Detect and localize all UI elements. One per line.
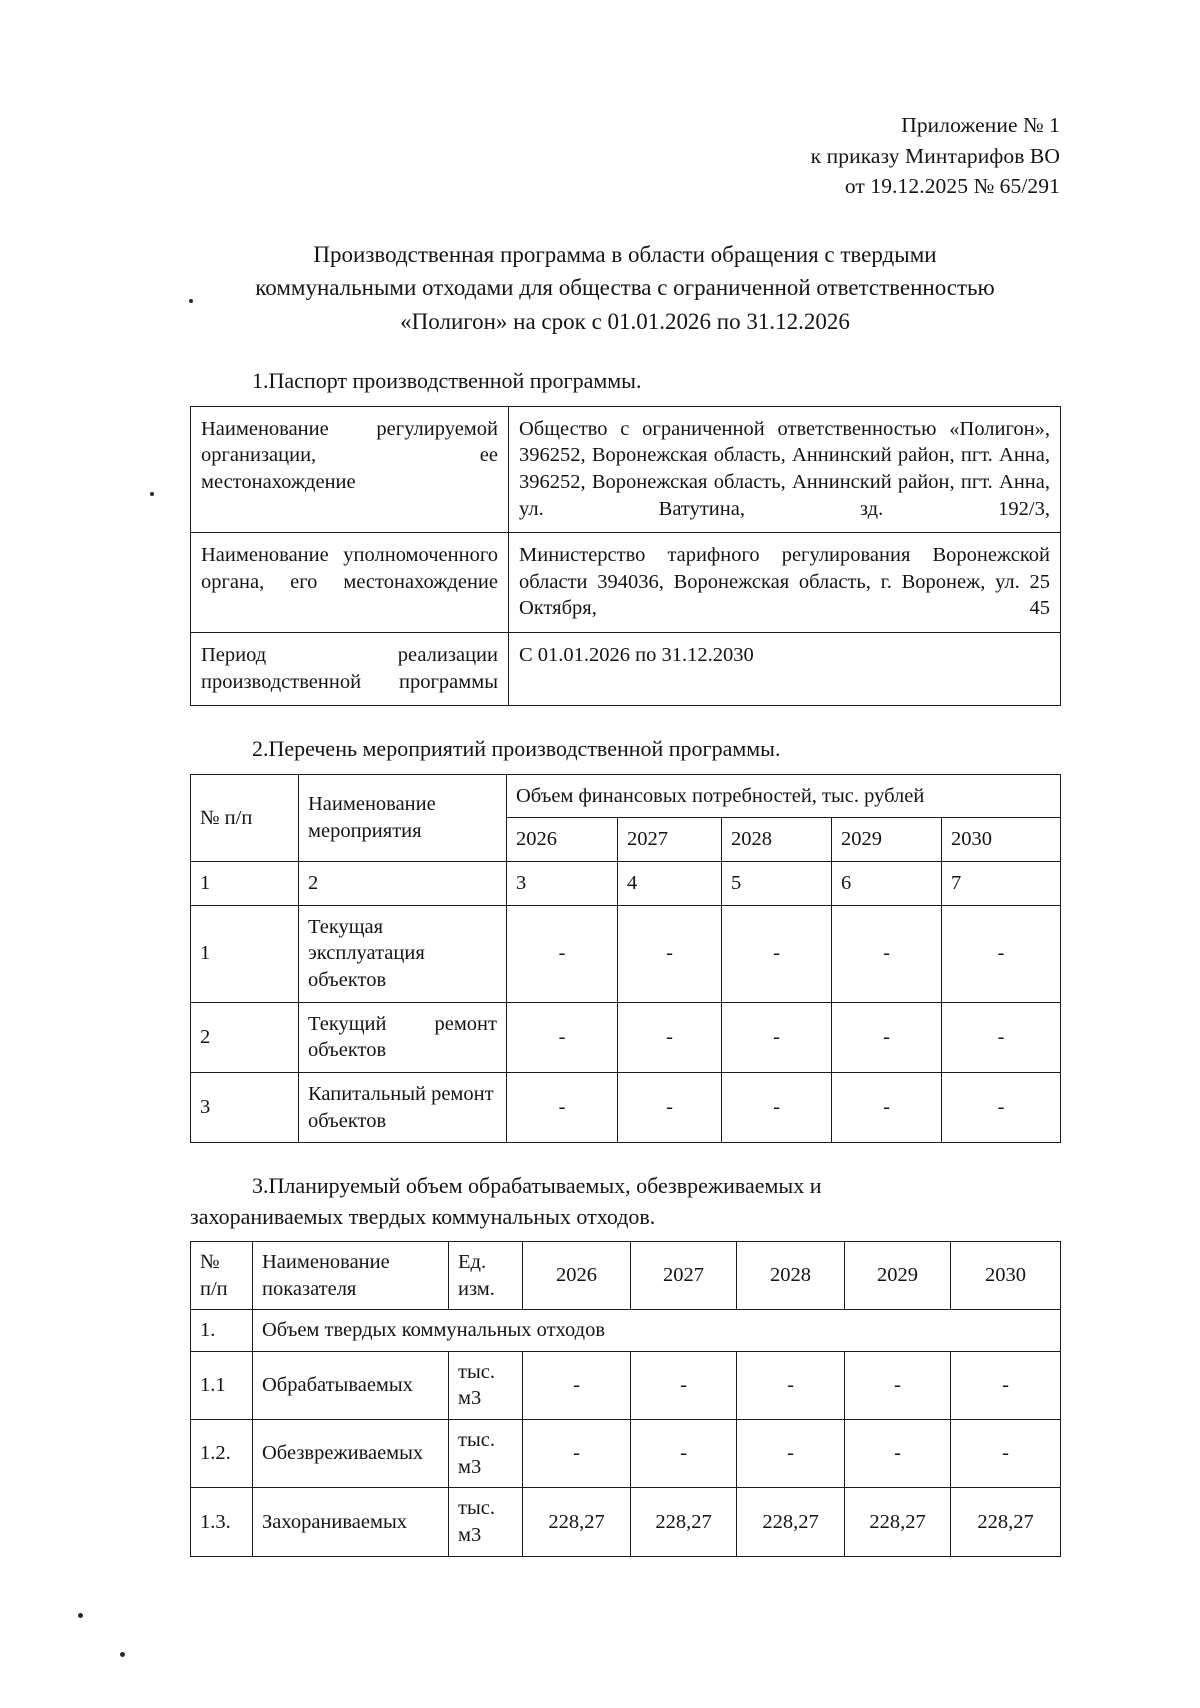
volumes-row-unit-line1: тыс.: [458, 1497, 495, 1520]
volumes-row-unit-line2: м3: [458, 1524, 482, 1547]
volumes-header-year-2028: 2028: [737, 1241, 845, 1309]
title-line-2: коммунальными отходами для общества с ограниченной ответственностью: [255, 275, 995, 301]
measures-row-value: -: [942, 1072, 1061, 1142]
table-header-row: [191, 774, 1061, 818]
volumes-row-name: Захораниваемых: [253, 1488, 449, 1556]
passport-value-organization: Общество с ограниченной ответственностью «Полигон», 396252, Воронежская область, Аннинский район, пгт. Анна, 396252, Воронежская область, Аннинский район, пгт. Анна, ул. Ватутина, зд. 192/3,: [509, 406, 1061, 533]
volumes-row-unit-line2: м3: [458, 1387, 482, 1410]
header-order-date-number: от 19.12.2025 № 65/291: [844, 174, 1060, 199]
volumes-header-unit-line2: изм.: [458, 1277, 495, 1300]
table-row: [191, 1488, 1061, 1556]
title-line-1: Производственная программа в области обращения с твердыми: [313, 241, 937, 267]
volumes-row-unit: [449, 1420, 523, 1488]
volumes-header-unit: [449, 1241, 523, 1309]
passport-table: [190, 406, 1061, 707]
header-appendix-number: Приложение № 1: [901, 113, 1060, 137]
measures-table: [190, 774, 1061, 1143]
passport-label-organization: Наименование регулируемой организации, ее местонахождение: [191, 406, 509, 533]
table-row: [191, 406, 1061, 533]
volumes-header-year-2027: 2027: [631, 1241, 737, 1309]
measures-colnum-7: 7: [942, 862, 1061, 906]
scan-speck: [78, 1613, 83, 1618]
document-header: [190, 110, 1060, 202]
volumes-row-no: 1.1: [191, 1351, 253, 1419]
measures-row-value: -: [507, 1002, 618, 1072]
volumes-row-value: 228,27: [737, 1488, 845, 1556]
measures-colnum-4: 4: [618, 862, 722, 906]
header-order-authority: к приказу Минтарифов ВО: [810, 143, 1060, 168]
table-row: [191, 1420, 1061, 1488]
measures-colnum-5: 5: [722, 862, 832, 906]
table-row: [191, 533, 1061, 633]
measures-row-no: 3: [191, 1072, 299, 1142]
section-2-heading: 2.Перечень мероприятий производственной программы.: [252, 736, 781, 762]
volumes-row-value: -: [845, 1420, 951, 1488]
volumes-header-no-line1: №: [200, 1250, 220, 1273]
volumes-row-value: -: [951, 1351, 1061, 1419]
scan-speck: [150, 492, 154, 496]
measures-row-value: -: [618, 1072, 722, 1142]
volumes-row-value: -: [631, 1351, 737, 1419]
volumes-header-name: [253, 1241, 449, 1309]
volumes-row-unit-line1: тыс.: [458, 1429, 495, 1452]
volumes-table: [190, 1241, 1061, 1557]
volumes-header-no: [191, 1241, 253, 1309]
volumes-row-value: 228,27: [845, 1488, 951, 1556]
measures-row-name: Текущая эксплуатация объектов: [299, 905, 507, 1002]
table-header-row: [191, 1241, 1061, 1309]
volumes-header-no-line2: п/п: [200, 1277, 228, 1300]
measures-header-no: № п/п: [191, 774, 299, 861]
table-numbering-row: [191, 862, 1061, 906]
measures-header-year-2028: 2028: [722, 818, 832, 862]
section-3-heading: [190, 1171, 1060, 1201]
volumes-row-no: 1.3.: [191, 1488, 253, 1556]
volumes-row-no: 1.2.: [191, 1420, 253, 1488]
table-row: [191, 1002, 1061, 1072]
measures-row-value: -: [832, 905, 942, 1002]
passport-value-authority: Министерство тарифного регулирования Воронежской области 394036, Воронежская область, г. Воронеж, ул. 25 Октября, 45: [509, 533, 1061, 633]
measures-header-year-2027: 2027: [618, 818, 722, 862]
measures-header-year-2029: 2029: [832, 818, 942, 862]
volumes-row-unit: [449, 1351, 523, 1419]
scan-speck: [120, 1652, 125, 1657]
volumes-row-value: -: [737, 1351, 845, 1419]
measures-row-value: -: [618, 1002, 722, 1072]
measures-row-value: -: [722, 1002, 832, 1072]
measures-colnum-3: 3: [507, 862, 618, 906]
measures-header-group: Объем финансовых потребностей, тыс. рублей: [507, 774, 1061, 818]
measures-row-value: -: [832, 1002, 942, 1072]
title-line-3: «Полигон» на срок с 01.01.2026 по 31.12.2026: [400, 308, 850, 334]
volumes-row-value: -: [951, 1420, 1061, 1488]
table-group-row: [191, 1310, 1061, 1352]
measures-row-no: 2: [191, 1002, 299, 1072]
volumes-header-year-2030: 2030: [951, 1241, 1061, 1309]
measures-row-value: -: [942, 1002, 1061, 1072]
measures-header-year-2030: 2030: [942, 818, 1061, 862]
measures-row-name: Капитальный ремонт объектов: [299, 1072, 507, 1142]
volumes-row-unit-line2: м3: [458, 1455, 482, 1478]
table-row: [191, 1351, 1061, 1419]
measures-colnum-1: 1: [191, 862, 299, 906]
section-3-heading-line-2-wrap: [190, 1202, 1060, 1232]
volumes-row-name: Обезвреживаемых: [253, 1420, 449, 1488]
measures-row-value: -: [722, 905, 832, 1002]
section-1-heading: 1.Паспорт производственной программы.: [252, 368, 642, 394]
section-3-heading-line-1: 3.Планируемый объем обрабатываемых, обезвреживаемых и: [252, 1173, 822, 1199]
measures-colnum-6: 6: [832, 862, 942, 906]
volumes-header-unit-line1: Ед.: [458, 1250, 487, 1273]
volumes-row-name: Обрабатываемых: [253, 1351, 449, 1419]
measures-row-value: -: [942, 905, 1061, 1002]
measures-row-value: -: [507, 905, 618, 1002]
measures-colnum-2: 2: [299, 862, 507, 906]
passport-label-authority: Наименование уполномоченного органа, его местонахождение: [191, 533, 509, 633]
page-title: [190, 238, 1060, 339]
volumes-row-value: 228,27: [523, 1488, 631, 1556]
table-row: [191, 633, 1061, 706]
volumes-row-unit-line1: тыс.: [458, 1360, 495, 1383]
measures-row-value: -: [507, 1072, 618, 1142]
measures-row-no: 1: [191, 905, 299, 1002]
volumes-group-no: 1.: [191, 1310, 253, 1352]
volumes-header-year-2029: 2029: [845, 1241, 951, 1309]
measures-row-value: -: [722, 1072, 832, 1142]
measures-header-year-2026: 2026: [507, 818, 618, 862]
measures-row-value: -: [618, 905, 722, 1002]
volumes-row-value: 228,27: [631, 1488, 737, 1556]
volumes-header-name-line2: показателя: [262, 1277, 357, 1300]
volumes-row-value: 228,27: [951, 1488, 1061, 1556]
table-row: [191, 905, 1061, 1002]
volumes-row-value: -: [523, 1351, 631, 1419]
measures-row-value: -: [832, 1072, 942, 1142]
volumes-row-value: -: [631, 1420, 737, 1488]
measures-header-name: Наименование мероприятия: [299, 774, 507, 861]
section-3-heading-line-2: захораниваемых твердых коммунальных отходов.: [190, 1203, 656, 1229]
table-row: [191, 1072, 1061, 1142]
passport-value-period: С 01.01.2026 по 31.12.2030: [509, 633, 1061, 706]
volumes-group-label: Объем твердых коммунальных отходов: [253, 1310, 1061, 1352]
volumes-header-name-line1: Наименование: [262, 1250, 390, 1273]
passport-label-period: Период реализации производственной программы: [191, 633, 509, 706]
volumes-row-value: -: [737, 1420, 845, 1488]
volumes-row-unit: [449, 1488, 523, 1556]
volumes-header-year-2026: 2026: [523, 1241, 631, 1309]
volumes-row-value: -: [845, 1351, 951, 1419]
volumes-row-value: -: [523, 1420, 631, 1488]
measures-row-name: Текущий ремонт объектов: [299, 1002, 507, 1072]
